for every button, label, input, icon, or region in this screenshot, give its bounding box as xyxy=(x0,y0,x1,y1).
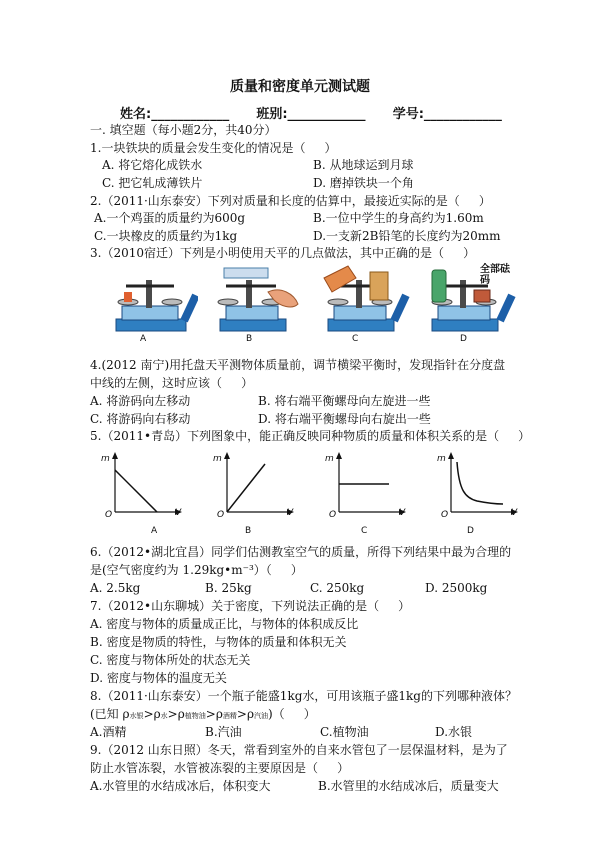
graph-b-origin: O xyxy=(217,510,225,520)
q8-sub-gasoline: 汽油 xyxy=(254,712,268,720)
q8-sub-alcohol: 酒精 xyxy=(222,712,237,720)
q3-stem: 3.（2010宿迁）下列是小明使用天平的几点做法，其中正确的是（ ） xyxy=(90,246,476,260)
graph-c-origin: O xyxy=(329,510,337,520)
graph-c-label: C xyxy=(361,526,368,536)
q8-known: (已知 ρ水银>ρ水>ρ植物油>ρ酒精>ρ汽油)（ ） xyxy=(90,707,316,721)
q7-option-d: D. 密度与物体的温度无关 xyxy=(90,671,227,685)
q1-stem: 1.一块铁块的质量会发生变化的情况是（ ） xyxy=(90,141,337,155)
q8-option-c: C.植物油 xyxy=(320,725,369,739)
q2-option-d: D.一支新2B铅笔的长度约为20mm xyxy=(313,229,501,243)
q2-stem: 2.（2011·山东泰安）下列对质量和长度的估算中，最接近实际的是（ ） xyxy=(90,194,491,208)
q9-option-b: B.水管里的水结成冰后，质量变大 xyxy=(318,779,499,793)
q6-option-d: D. 2500kg xyxy=(425,581,488,595)
q9-stem-line1: 9.（2012 山东日照）冬天，常看到室外的自来水管包了一层保温材料，是为了 xyxy=(90,743,508,757)
q2-option-b: B.一位中学生的身高约为1.60m xyxy=(313,211,484,225)
class-field: 班别:____________ xyxy=(256,107,366,122)
q8-option-d: D.水银 xyxy=(435,725,473,739)
q8-option-b: B.汽油 xyxy=(205,725,242,739)
student-id-field: 学号:____________ xyxy=(392,107,502,122)
student-info-line xyxy=(120,103,502,122)
balance-image-c xyxy=(312,264,412,346)
graph-a-axis-x: V xyxy=(175,508,182,518)
q7-option-c: C. 密度与物体所处的状态无关 xyxy=(90,653,251,667)
graph-b-label: B xyxy=(245,526,252,536)
q6-stem-line1: 6.（2012•湖北宜昌）同学们估测教室空气的质量，所得下列结果中最为合理的 xyxy=(90,545,512,559)
q8-sub-oil: 植物油 xyxy=(184,712,206,720)
q9-stem-line2: 防止水管冻裂，水管被冻裂的主要原因是（ ） xyxy=(90,761,350,775)
q2-option-c: C.一块橡皮的质量约为1kg xyxy=(94,229,238,243)
q4-option-a: A. 将游码向左移动 xyxy=(90,394,191,408)
graph-a-axis-y: m xyxy=(101,454,110,464)
q6-option-a: A. 2.5kg xyxy=(90,581,141,595)
q8-known-suffix: )（ ） xyxy=(268,707,316,721)
section-heading: 一. 填空题（每小题2分，共40分） xyxy=(90,123,277,137)
graph-d-label: D xyxy=(467,526,474,536)
graph-a-label: A xyxy=(151,526,158,536)
q7-option-b: B. 密度是物质的特性，与物体的质量和体积无关 xyxy=(90,635,347,649)
page-title: 质量和密度单元测试题 xyxy=(230,79,370,95)
balance-image-b xyxy=(206,264,306,346)
q5-graphs xyxy=(95,450,535,542)
q8-stem: 8.（2011·山东泰安）一个瓶子能盛1kg水，可用该瓶子盛1kg的下列哪种液体？ xyxy=(90,689,517,703)
balance-image-a xyxy=(98,264,198,346)
q3-label-b: B xyxy=(246,334,253,344)
graph-c-axis-x: V xyxy=(399,508,406,518)
q4-option-b: B. 将右端平衡螺母向左旋进一些 xyxy=(258,394,431,408)
q8-sub-water: 水 xyxy=(160,712,168,720)
q3-label-d: D xyxy=(460,334,467,344)
graph-b-axis-y: m xyxy=(213,454,222,464)
q3-label-a: A xyxy=(140,334,147,344)
q9-option-a: A.水管里的水结成冰后，体积变大 xyxy=(90,779,271,793)
q6-option-c: C. 250kg xyxy=(310,581,365,595)
q6-stem-line2: 是(空气密度约为 1.29kg•m⁻³）（ ） xyxy=(90,563,303,577)
graph-a-origin: O xyxy=(105,510,113,520)
graph-d-axis-x: V xyxy=(511,508,518,518)
q4-stem-line1: 4.(2012 南宁)用托盘天平测物体质量前，调节横梁平衡时，发现指针在分度盘 xyxy=(90,358,506,372)
q1-option-b: B. 从地球运到月球 xyxy=(313,158,414,172)
q3-label-c: C xyxy=(352,334,359,344)
q8-known-prefix: (已知 ρ xyxy=(90,707,130,721)
q4-option-d: D. 将右端平衡螺母向右旋出一些 xyxy=(258,412,431,426)
q7-option-a: A. 密度与物体的质量成正比，与物体的体积成反比 xyxy=(90,617,359,631)
q6-option-b: B. 25kg xyxy=(205,581,252,595)
graph-c-axis-y: m xyxy=(325,454,334,464)
q7-stem: 7.（2012•山东聊城）关于密度，下列说法正确的是（ ） xyxy=(90,599,411,613)
q2-option-a: A.一个鸡蛋的质量约为600g xyxy=(94,211,246,225)
q8-option-a: A.酒精 xyxy=(90,725,127,739)
balance-images xyxy=(98,264,518,346)
q4-stem-line2: 中线的左侧，这时应该（ ） xyxy=(90,376,254,390)
q1-option-c: C. 把它轧成薄铁片 xyxy=(102,176,203,190)
q1-option-d: D. 磨掉铁块一个角 xyxy=(313,176,414,190)
graph-d-origin: O xyxy=(441,510,449,520)
q5-stem: 5.（2011•青岛）下列图象中，能正确反映同种物质的质量和体积关系的是（ ） xyxy=(90,429,531,443)
q8-sub-mercury: 水银 xyxy=(129,712,144,720)
graph-b-axis-x: V xyxy=(287,508,294,518)
q4-option-c: C. 将游码向右移动 xyxy=(90,412,191,426)
name-field: 姓名:____________ xyxy=(120,107,230,122)
q1-option-a: A. 将它熔化成铁水 xyxy=(102,158,203,172)
graph-d-axis-y: m xyxy=(437,454,446,464)
weights-label: 全部砝码 xyxy=(480,264,510,286)
